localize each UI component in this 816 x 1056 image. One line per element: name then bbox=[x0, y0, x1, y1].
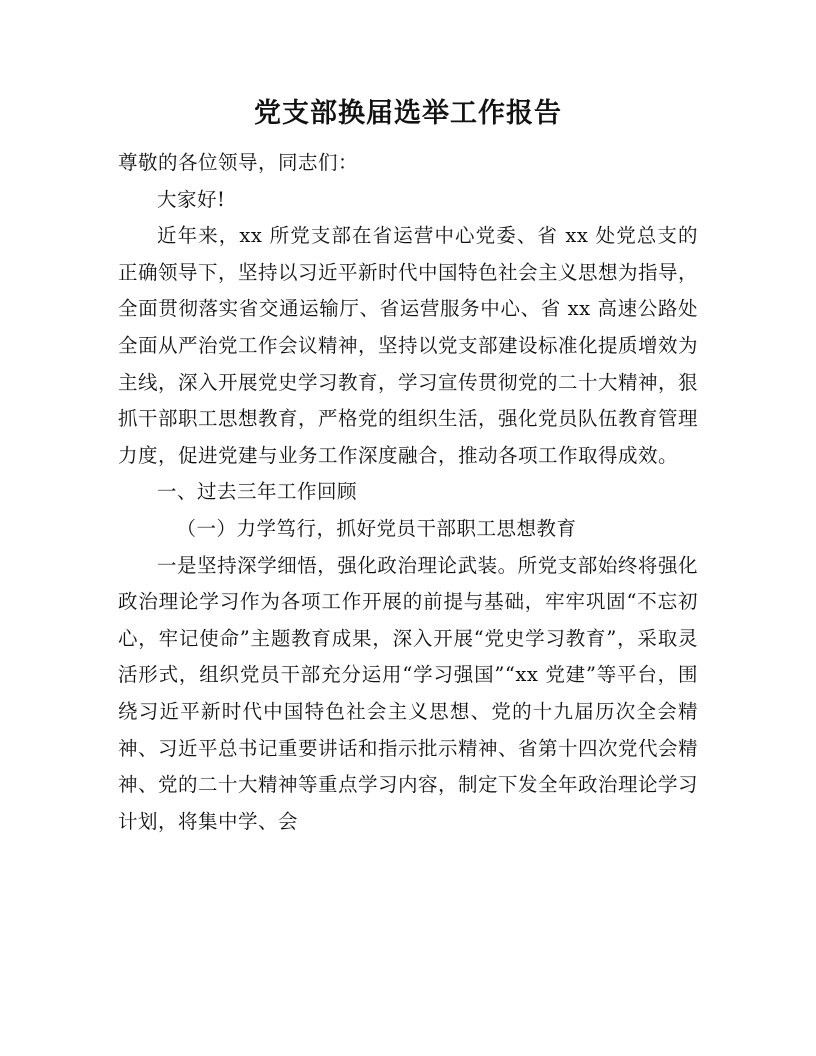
greeting: 大家好! bbox=[157, 187, 226, 211]
document-title: 党支部换届选举工作报告 bbox=[254, 98, 562, 129]
document-body bbox=[118, 145, 698, 840]
intro-paragraph: 近年来，xx 所党支部在省运营中心党委、省 xx 处党总支的正确领导下，坚持以习近平新时代中国特色社会主义思想为指导，全面贯彻落实省交通运输厅、省运营服务中心、省 xx 高速公路处全面从严治党工作会议精神，坚持以党支部建设标准化提质增效为主线，深入开展党史学习教育，学习宣传贯彻党的二十大精神，狠抓干部职工思想教育，严格党的组织生活，强化党员队伍教育管理力度，促进党建与业务工作深度融合，推动各项工作取得成效。 bbox=[118, 224, 699, 467]
section-paragraph: 一是坚持深学细悟，强化政治理论武装。所党支部始终将强化政治理论学习作为各项工作开展的前提与基础，牢牢巩固“不忘初心，牢记使命”主题教育成果，深入开展“党史学习教育”，采取灵活形式，组织党员干部充分运用“学习强国”“xx 党建”等平台，围绕习近平新时代中国特色社会主义思想、党的十九届历次全会精神、习近平总书记重要讲话和指示批示精神、省第十四次党代会精神、党的二十大精神等重点学习内容，制定下发全年政治理论学习计划，将集中学、会 bbox=[118, 553, 699, 833]
subsection-heading: （一）力学笃行，抓好党员干部职工思想教育 bbox=[176, 516, 577, 540]
section-heading: 一、过去三年工作回顾 bbox=[157, 480, 358, 504]
salutation: 尊敬的各位领导，同志们： bbox=[118, 151, 359, 174]
